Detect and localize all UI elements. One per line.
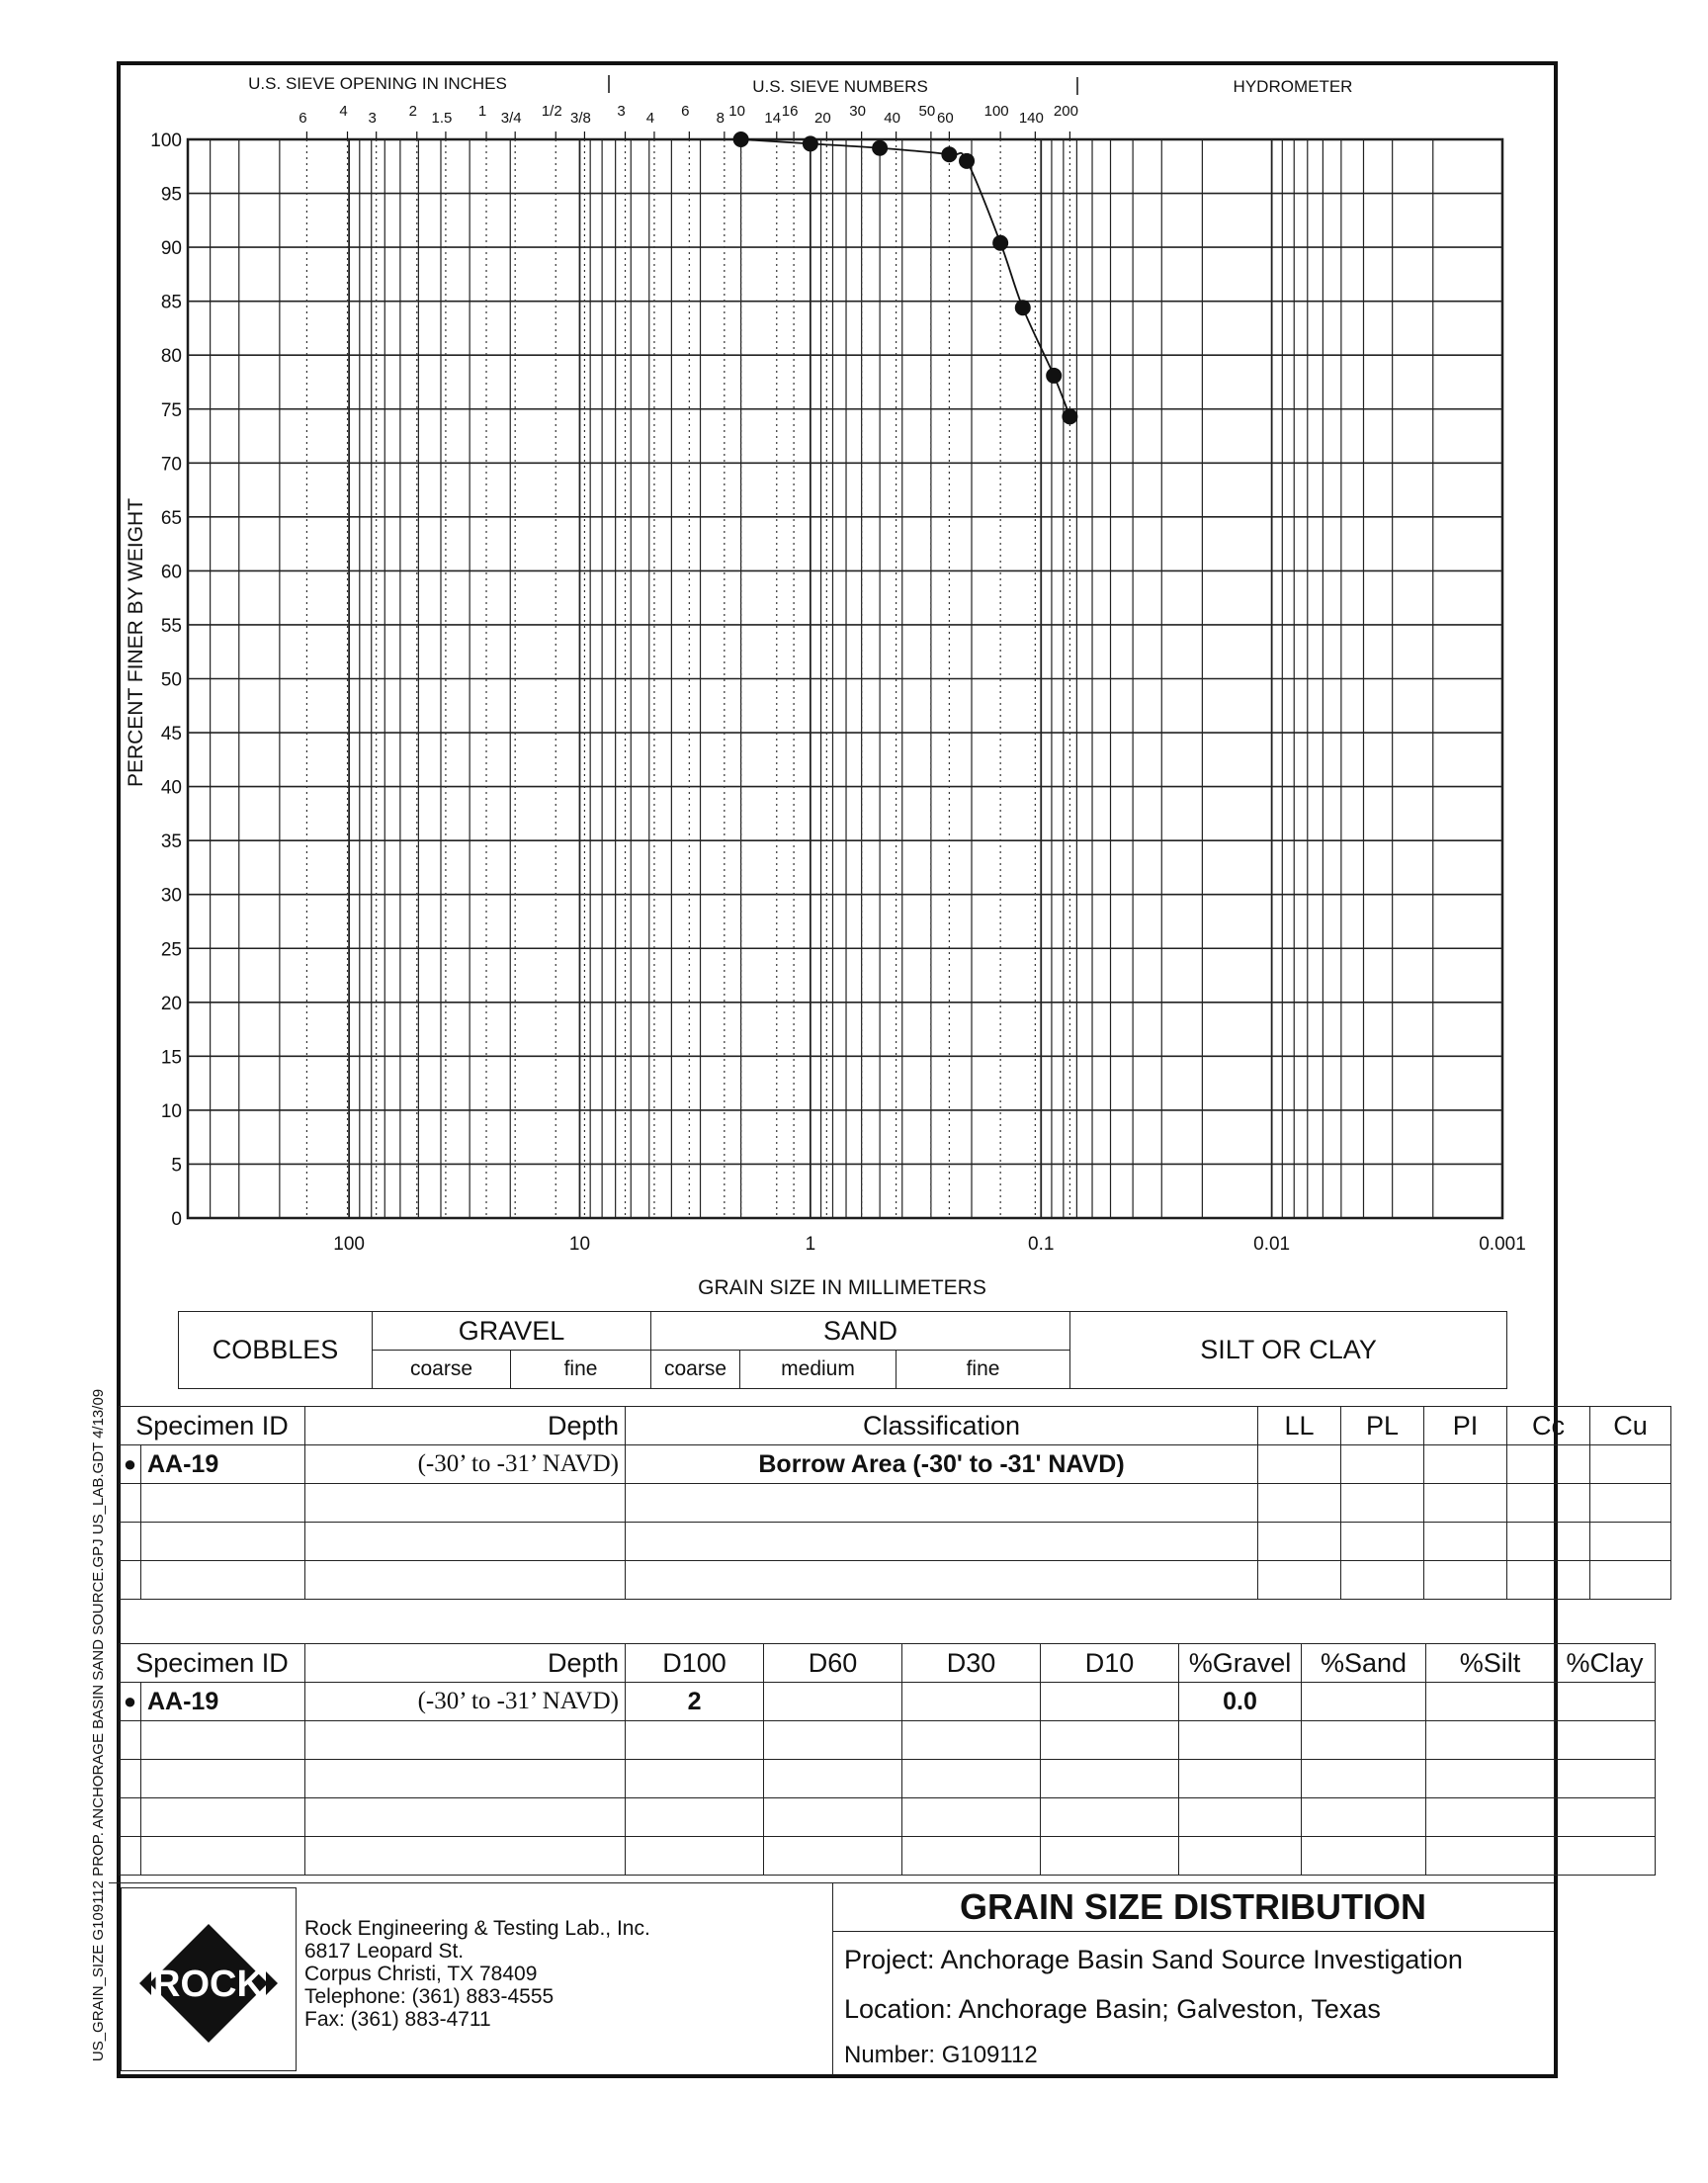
table-row xyxy=(120,1760,1656,1798)
header-classification: Classification xyxy=(626,1407,1258,1445)
report-title: GRAIN SIZE DISTRIBUTION xyxy=(832,1883,1554,1932)
y-tick-label: 25 xyxy=(160,939,182,961)
gravel-label: GRAVEL xyxy=(373,1312,651,1351)
x-axis-title: GRAIN SIZE IN MILLIMETERS xyxy=(698,1276,986,1299)
specimen-id: AA-19 xyxy=(141,1683,305,1721)
table-row xyxy=(120,1721,1656,1760)
y-tick-label: 0 xyxy=(171,1209,182,1230)
company-block xyxy=(109,1882,833,2075)
specimen-marker: ● xyxy=(120,1683,141,1721)
data-point xyxy=(941,146,957,162)
data-point xyxy=(803,135,818,151)
sieve-tick-label: 1 xyxy=(477,103,487,120)
data-point xyxy=(959,153,975,169)
table-row xyxy=(120,1484,1671,1523)
sieve-numbers-title: U.S. SIEVE NUMBERS xyxy=(752,77,928,96)
gravel-coarse-label: coarse xyxy=(373,1351,511,1389)
data-point xyxy=(733,131,749,147)
specimen-silt xyxy=(1426,1683,1555,1721)
sieve-tick-label: 10 xyxy=(728,103,745,120)
number-line: Number: G109112 xyxy=(844,2042,1038,2068)
table-row xyxy=(120,1798,1656,1837)
table-row xyxy=(120,1683,1656,1721)
rock-logo xyxy=(122,1888,296,2070)
specimen-marker: ● xyxy=(120,1445,141,1484)
x-tick-label: 10 xyxy=(568,1234,591,1255)
data-point xyxy=(872,140,888,156)
company-address: 6817 Leopard St. xyxy=(304,1940,465,1963)
sieve-tick-label: 3/8 xyxy=(570,110,591,127)
header-depth: Depth xyxy=(305,1407,626,1445)
sieve-tick-label: 100 xyxy=(983,103,1009,120)
gradation-table xyxy=(119,1643,1656,1876)
top-axis xyxy=(248,74,1352,139)
specimen-cu xyxy=(1590,1445,1671,1484)
header-sand: %Sand xyxy=(1302,1644,1426,1683)
y-tick-label: 10 xyxy=(160,1100,182,1122)
specimen-ll xyxy=(1258,1445,1341,1484)
sieve-tick-label: 20 xyxy=(814,110,831,127)
header-specimen-id: Specimen ID xyxy=(120,1407,305,1445)
y-tick-label: 35 xyxy=(160,831,182,853)
header-ll: LL xyxy=(1258,1407,1341,1445)
company-name: Rock Engineering & Testing Lab., Inc. xyxy=(304,1917,650,1940)
header-d30: D30 xyxy=(902,1644,1041,1683)
specimen-gravel: 0.0 xyxy=(1179,1683,1302,1721)
header-silt: %Silt xyxy=(1426,1644,1555,1683)
gravel-fine-label: fine xyxy=(511,1351,651,1389)
table-row xyxy=(120,1837,1656,1876)
y-tick-label: 55 xyxy=(160,615,182,637)
sand-fine-label: fine xyxy=(897,1351,1070,1389)
y-tick-label: 75 xyxy=(160,399,182,421)
specimen-clay xyxy=(1555,1683,1656,1721)
classification-table xyxy=(119,1406,1671,1600)
chart-grid xyxy=(188,139,1502,1218)
header-cc: Cc xyxy=(1507,1407,1590,1445)
y-tick-label: 65 xyxy=(160,507,182,529)
y-tick-label: 95 xyxy=(160,184,182,206)
x-tick-label: 0.01 xyxy=(1253,1234,1291,1255)
y-axis xyxy=(150,131,182,1230)
project-line: Project: Anchorage Basin Sand Source Investigation xyxy=(844,1945,1463,1974)
location-line: Location: Anchorage Basin; Galveston, Texas xyxy=(844,1994,1381,2024)
sieve-tick-label: 1.5 xyxy=(431,110,453,127)
y-tick-label: 30 xyxy=(160,885,182,907)
data-point xyxy=(992,235,1008,251)
y-tick-label: 60 xyxy=(160,562,182,583)
series-layer xyxy=(733,131,1078,424)
data-point xyxy=(1046,368,1062,384)
x-tick-label: 1 xyxy=(805,1234,816,1255)
silt-clay-label: SILT OR CLAY xyxy=(1070,1312,1507,1389)
sieve-tick-label: 40 xyxy=(884,110,900,127)
header-gravel: %Gravel xyxy=(1179,1644,1302,1683)
y-tick-label: 5 xyxy=(171,1155,182,1177)
sieve-tick-label: 4 xyxy=(339,103,348,120)
specimen-classification: Borrow Area (-30' to -31' NAVD) xyxy=(626,1445,1258,1484)
specimen-pi xyxy=(1424,1445,1507,1484)
y-tick-label: 45 xyxy=(160,724,182,745)
sieve-tick-label: 3 xyxy=(617,103,626,120)
x-tick-label: 100 xyxy=(333,1234,365,1255)
header-pi: PI xyxy=(1424,1407,1507,1445)
specimen-depth: (-30’ to -31’ NAVD) xyxy=(305,1683,626,1721)
sieve-tick-label: 3/4 xyxy=(500,110,522,127)
soil-classification-bar xyxy=(178,1311,1507,1389)
header-d60: D60 xyxy=(764,1644,902,1683)
specimen-sand xyxy=(1302,1683,1426,1721)
sand-coarse-label: coarse xyxy=(651,1351,740,1389)
y-tick-label: 15 xyxy=(160,1047,182,1069)
sieve-opening-title: U.S. SIEVE OPENING IN INCHES xyxy=(248,74,507,93)
specimen-d10 xyxy=(1041,1683,1179,1721)
y-tick-label: 40 xyxy=(160,777,182,799)
y-axis-title: PERCENT FINER BY WEIGHT xyxy=(125,497,147,788)
data-point xyxy=(1015,300,1031,315)
sieve-tick-label: 8 xyxy=(716,110,726,127)
header-d100: D100 xyxy=(626,1644,764,1683)
specimen-id: AA-19 xyxy=(141,1445,305,1484)
sand-label: SAND xyxy=(651,1312,1070,1351)
header-clay: %Clay xyxy=(1555,1644,1656,1683)
cobbles-label: COBBLES xyxy=(179,1312,373,1389)
side-label: US_GRAIN_SIZE G109112 PROP. ANCHORAGE BASIN SAND SOURCE.GPJ US_LAB.GDT 4/13/09 xyxy=(90,1388,107,2062)
company-city: Corpus Christi, TX 78409 xyxy=(304,1963,538,1985)
specimen-d30 xyxy=(902,1683,1041,1721)
specimen-d100: 2 xyxy=(626,1683,764,1721)
logo-box xyxy=(121,1887,297,2071)
header-d10: D10 xyxy=(1041,1644,1179,1683)
y-tick-label: 70 xyxy=(160,454,182,476)
hydrometer-title: HYDROMETER xyxy=(1233,77,1353,96)
sieve-tick-label: 60 xyxy=(937,110,954,127)
specimen-cc xyxy=(1507,1445,1590,1484)
y-tick-label: 90 xyxy=(160,238,182,260)
header-pl: PL xyxy=(1341,1407,1424,1445)
data-point xyxy=(1062,408,1077,424)
x-tick-label: 0.001 xyxy=(1479,1234,1526,1255)
y-tick-label: 20 xyxy=(160,993,182,1014)
x-axis xyxy=(333,1234,1526,1255)
series-line xyxy=(741,139,1070,416)
sieve-tick-label: 16 xyxy=(781,103,799,120)
y-tick-label: 80 xyxy=(160,346,182,368)
company-telephone: Telephone: (361) 883-4555 xyxy=(304,1985,555,2008)
y-tick-label: 50 xyxy=(160,669,182,691)
sieve-tick-label: 2 xyxy=(408,103,417,120)
specimen-d60 xyxy=(764,1683,902,1721)
specimen-depth: (-30’ to -31’ NAVD) xyxy=(305,1445,626,1484)
sieve-tick-label: 200 xyxy=(1053,103,1078,120)
sand-medium-label: medium xyxy=(740,1351,897,1389)
table-row xyxy=(120,1561,1671,1600)
report-block xyxy=(832,1882,1554,2075)
y-tick-label: 100 xyxy=(150,131,182,151)
company-fax: Fax: (361) 883-4711 xyxy=(304,2008,491,2031)
header-cu: Cu xyxy=(1590,1407,1671,1445)
sieve-tick-label: 14 xyxy=(764,110,782,127)
logo-text: ROCK xyxy=(153,1964,264,2005)
sieve-tick-label: 3 xyxy=(368,110,377,127)
sieve-tick-label: 4 xyxy=(645,110,655,127)
header-specimen-id: Specimen ID xyxy=(120,1644,305,1683)
header-depth: Depth xyxy=(305,1644,626,1683)
x-tick-label: 0.1 xyxy=(1028,1234,1055,1255)
sieve-tick-label: 6 xyxy=(299,110,307,127)
sieve-tick-label: 50 xyxy=(918,103,936,120)
sieve-tick-label: 6 xyxy=(681,103,690,120)
sieve-tick-label: 1/2 xyxy=(541,103,562,120)
specimen-pl xyxy=(1341,1445,1424,1484)
table-row xyxy=(120,1445,1671,1484)
table-row xyxy=(120,1523,1671,1561)
y-tick-label: 85 xyxy=(160,292,182,313)
sieve-tick-label: 30 xyxy=(849,103,866,120)
sieve-tick-label: 140 xyxy=(1018,110,1044,127)
